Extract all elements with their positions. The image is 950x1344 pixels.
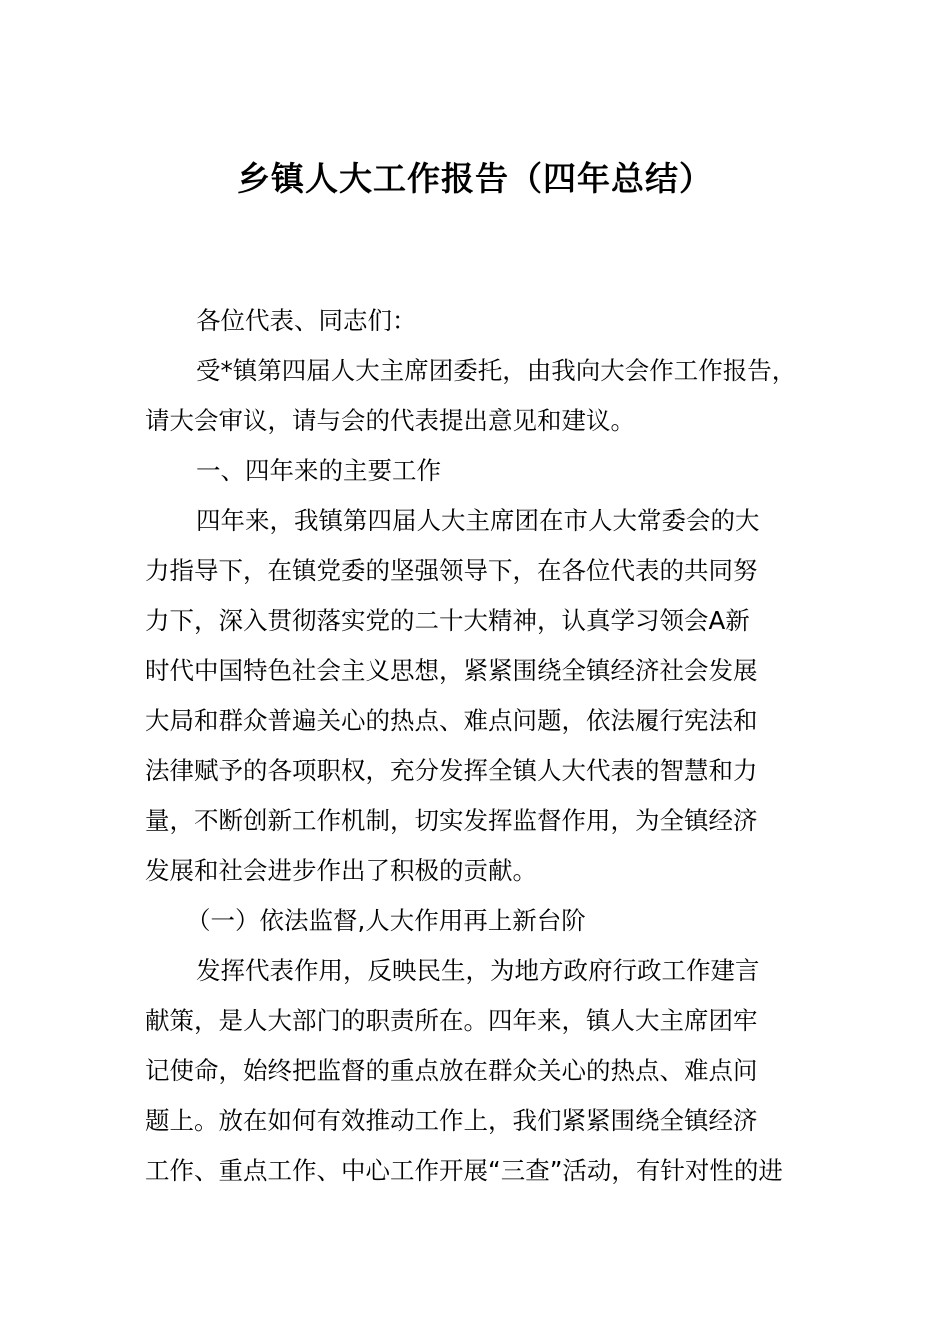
paragraph-line: 法律赋予的各项职权，充分发挥全镇人大代表的智慧和力: [145, 756, 758, 785]
paragraph-line: 四年来，我镇第四届人大主席团在市人大常委会的大: [196, 506, 760, 535]
paragraph-line: 发展和社会进步作出了积极的贡献。: [145, 856, 537, 885]
salutation-line: 各位代表、同志们：: [196, 306, 417, 335]
paragraph-line: 发挥代表作用，反映民生，为地方政府行政工作建言: [196, 956, 760, 985]
paragraph-line: 量，不断创新工作机制，切实发挥监督作用，为全镇经济: [145, 806, 758, 835]
paragraph-line: 题上。放在如何有效推动工作上，我们紧紧围绕全镇经济: [145, 1106, 758, 1135]
paragraph-line: 受*镇第四届人大主席团委托，由我向大会作工作报告，: [196, 356, 797, 385]
paragraph-line: 记使命，始终把监督的重点放在群众关心的热点、难点问: [145, 1056, 758, 1085]
document-body: [145, 296, 810, 1196]
paragraph-line: 大局和群众普遍关心的热点、难点问题，依法履行宪法和: [145, 706, 758, 735]
subsection-heading: （一）依法监督,人大作用再上新台阶: [186, 906, 586, 935]
paragraph-line: 工作、重点工作、中心工作开展“三查”活动，有针对性的进: [145, 1156, 783, 1185]
paragraph-line: 力指导下，在镇党委的坚强领导下，在各位代表的共同努: [145, 556, 758, 585]
paragraph-line: 请大会审议，请与会的代表提出意见和建议。: [145, 406, 635, 435]
section-heading: 一、四年来的主要工作: [196, 456, 441, 485]
paragraph-line: 献策，是人大部门的职责所在。四年来，镇人大主席团牢: [145, 1006, 758, 1035]
document-title: 乡镇人大工作报告（四年总结）: [237, 159, 713, 198]
paragraph-line: 力下，深入贯彻落实党的二十大精神，认真学习领会A新: [145, 606, 750, 635]
paragraph-line: 时代中国特色社会主义思想，紧紧围绕全镇经济社会发展: [145, 656, 758, 685]
